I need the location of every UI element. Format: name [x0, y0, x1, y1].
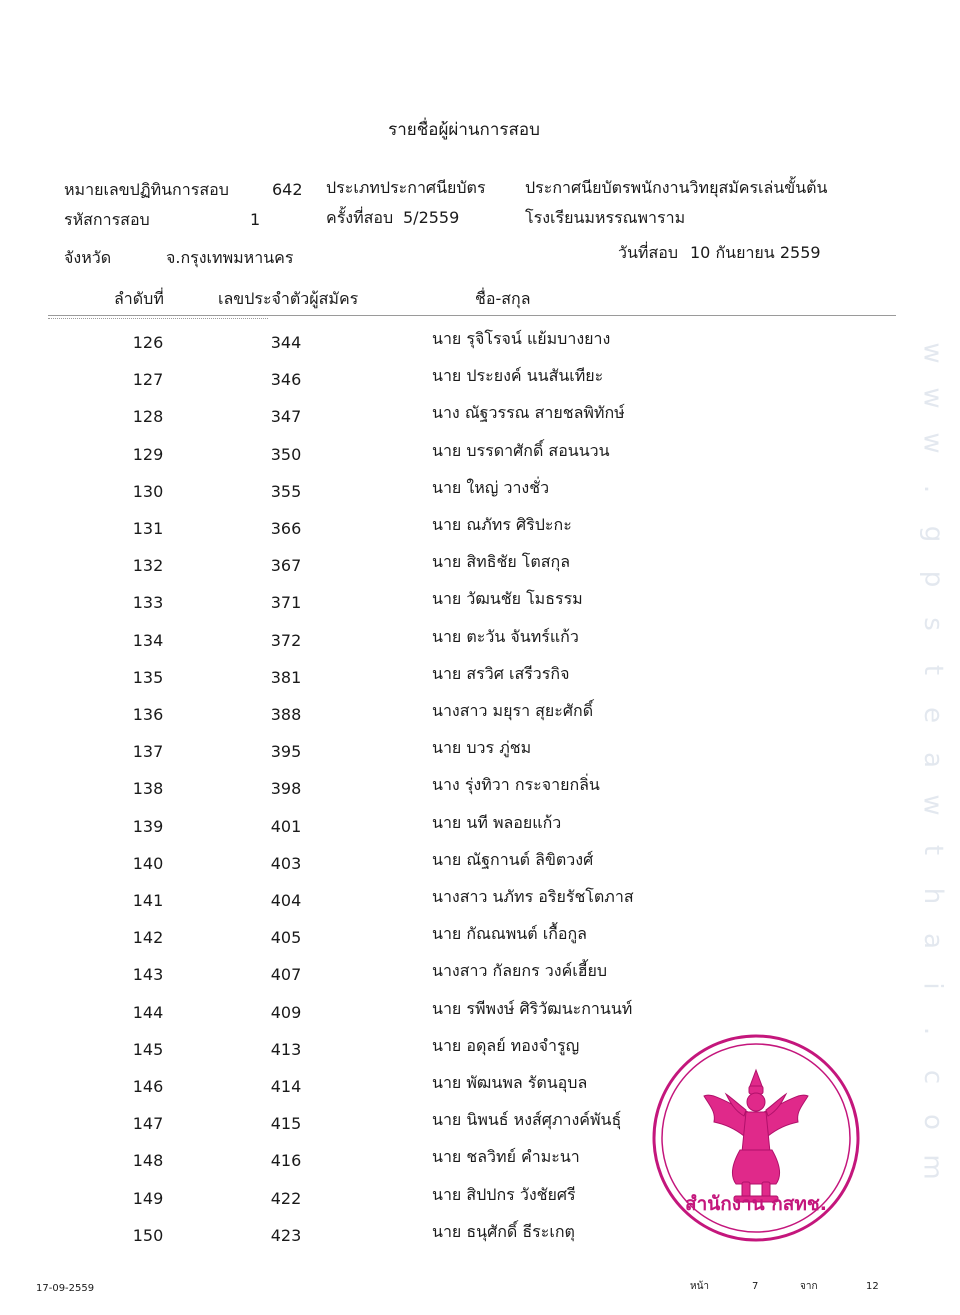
row-seq: 130	[132, 481, 164, 501]
watermark-letter: e	[918, 706, 948, 723]
row-seq: 137	[132, 742, 164, 762]
row-applicant-id: 347	[270, 407, 302, 427]
exam-round-label: ครั้งที่สอบ	[326, 208, 394, 227]
table-row	[0, 849, 960, 876]
exam-round-value: 5/2559	[403, 208, 460, 227]
total-pages: 12	[866, 1281, 879, 1292]
row-name: นาย สิทธิชัย โตสกุล	[432, 552, 571, 572]
row-name: นาย ใหญ่ วางชั่ว	[432, 477, 550, 497]
table-row	[0, 701, 960, 727]
watermark-letter: t	[917, 845, 948, 856]
row-seq: 143	[132, 965, 164, 985]
province-value: จ.กรุงเทพมหานคร	[166, 248, 294, 267]
row-applicant-id: 355	[270, 481, 302, 501]
watermark-letter: h	[917, 887, 948, 904]
row-applicant-id: 388	[270, 705, 302, 724]
table-row	[0, 589, 960, 615]
row-applicant-id: 404	[270, 891, 302, 910]
watermark-letter: .	[917, 1027, 948, 1036]
exam-date-value: 10 กันยายน 2559	[690, 243, 821, 262]
row-name: นาย อดุลย์ ทองจำรูญ	[432, 1035, 580, 1055]
print-date: 17-09-2559	[36, 1283, 95, 1294]
watermark-letter: w	[917, 432, 948, 455]
table-row	[0, 887, 960, 913]
column-header-seq: ลำดับที่	[114, 289, 164, 308]
row-seq: 142	[132, 928, 164, 948]
table-row	[0, 440, 960, 467]
row-name: นาย นที พลอยแก้ว	[432, 812, 562, 832]
watermark-letter: t	[917, 664, 948, 675]
row-applicant-id: 344	[270, 333, 302, 352]
row-seq: 127	[132, 370, 164, 390]
exam-venue: โรงเรียนมหรรณพาราม	[525, 208, 686, 227]
table-row	[0, 366, 960, 392]
exam-date-label: วันที่สอบ	[618, 243, 678, 262]
table-row	[0, 515, 960, 541]
watermark-letter: a	[918, 752, 948, 768]
row-applicant-id: 423	[270, 1225, 302, 1245]
exam-schedule-label: หมายเลขปฏิทินการสอบ	[64, 180, 229, 199]
row-seq: 146	[132, 1077, 164, 1096]
watermark-letter: s	[917, 617, 948, 632]
row-seq: 140	[132, 853, 164, 873]
watermark-letter: i	[917, 982, 948, 990]
row-applicant-id: 416	[270, 1151, 302, 1171]
watermark-letter: w	[917, 387, 948, 409]
row-seq: 141	[132, 891, 164, 910]
row-name: นาย ณภัทร ศิริปะกะ	[432, 515, 572, 534]
table-row	[0, 812, 960, 839]
page-label: หน้า	[690, 1281, 710, 1292]
row-applicant-id: 422	[270, 1188, 302, 1208]
row-seq: 128	[132, 407, 164, 427]
row-name: นาง ณัฐวรรณ สายชลพิทักษ์	[432, 403, 625, 423]
table-row	[0, 924, 960, 950]
table-row	[0, 738, 960, 764]
row-seq: 148	[132, 1151, 164, 1171]
watermark-letter: c	[917, 1069, 948, 1084]
row-name: นาย บวร ภู่ชม	[432, 738, 532, 758]
row-name: นาย พัฒนพล รัตนอุบล	[432, 1073, 588, 1092]
official-stamp	[650, 1032, 862, 1244]
row-applicant-id: 366	[270, 519, 302, 538]
row-applicant-id: 371	[270, 593, 302, 613]
cert-type-label: ประเภทประกาศนียบัตร	[326, 178, 486, 197]
row-seq: 134	[132, 630, 164, 650]
stamp-text: สำนักงาน กสทช.	[684, 1193, 828, 1215]
row-seq: 147	[132, 1114, 164, 1134]
table-row	[0, 998, 960, 1025]
watermark-letter: w	[917, 342, 948, 364]
row-applicant-id: 398	[270, 779, 302, 799]
column-header-name: ชื่อ-สกุล	[475, 289, 531, 308]
of-label: จาก	[800, 1281, 818, 1292]
cert-type-value: ประกาศนียบัตรพนักงานวิทยุสมัครเล่นขั้นต้น	[525, 178, 828, 197]
row-applicant-id: 409	[270, 1002, 302, 1022]
row-name: นางสาว กัลยกร วงค์เฮี้ยบ	[432, 961, 608, 981]
row-seq: 145	[132, 1039, 164, 1059]
row-name: นาย นิพนธ์ หงส์ศุภางค์พันธุ์	[432, 1110, 622, 1130]
watermark-letter: w	[917, 794, 948, 816]
table-row	[0, 329, 960, 355]
row-seq: 132	[132, 556, 164, 576]
table-row	[0, 626, 960, 653]
row-applicant-id: 413	[270, 1039, 302, 1059]
row-applicant-id: 403	[270, 853, 302, 873]
row-applicant-id: 395	[270, 742, 302, 762]
row-applicant-id: 367	[270, 556, 302, 576]
site-watermark	[915, 340, 951, 1180]
table-row	[0, 403, 960, 429]
row-applicant-id: 401	[270, 816, 302, 836]
page-number: 7	[752, 1281, 759, 1292]
row-seq: 129	[132, 444, 164, 464]
row-name: นาย สิปปกร วังชัยศรี	[432, 1184, 576, 1204]
watermark-letter: p	[917, 570, 948, 588]
row-name: นาย ณัฐกานต์ ลิขิตวงศ์	[432, 849, 594, 869]
row-seq: 133	[132, 593, 164, 613]
row-name: นาย รุจิโรจน์ แย้มบางยาง	[432, 329, 611, 348]
row-name: นาง รุ่งทิวา กระจายกลิ่น	[432, 775, 600, 795]
row-applicant-id: 346	[270, 370, 302, 390]
row-seq: 150	[132, 1225, 164, 1245]
row-applicant-id: 407	[270, 965, 302, 985]
table-row	[0, 663, 960, 690]
table-row	[0, 775, 960, 801]
row-name: นาย วัฒนชัย โมธรรม	[432, 589, 583, 609]
row-applicant-id: 414	[270, 1077, 302, 1096]
row-name: นาย ชลวิทย์ คำมะนา	[432, 1147, 580, 1167]
page-title: รายชื่อผู้ผ่านการสอบ	[388, 120, 540, 140]
row-seq: 136	[132, 705, 164, 724]
garuda-emblem-icon	[704, 1070, 808, 1202]
table-row	[0, 552, 960, 578]
row-name: นาย ธนุศักดิ์ ธีระเกตุ	[432, 1221, 575, 1241]
row-name: นาย บรรดาศักดิ์ สอนนวน	[432, 440, 610, 460]
row-applicant-id: 350	[270, 444, 302, 464]
row-seq: 131	[132, 519, 164, 538]
row-name: นาย สรวิศ เสรีวรกิจ	[432, 663, 570, 683]
row-name: นางสาว นภัทร อริยรัชโตภาส	[432, 887, 634, 906]
row-name: นาย รพีพงษ์ ศิริวัฒนะกานนท์	[432, 998, 633, 1018]
table-row	[0, 961, 960, 990]
watermark-letter: o	[917, 1113, 948, 1130]
watermark-letter: a	[918, 932, 948, 949]
row-seq: 135	[132, 667, 164, 687]
watermark-letter: .	[917, 484, 948, 493]
row-applicant-id: 415	[270, 1114, 302, 1134]
row-applicant-id: 405	[270, 928, 302, 948]
exam-schedule-value: 642	[272, 180, 303, 199]
row-applicant-id: 372	[270, 630, 302, 650]
row-name: นางสาว มยุรา สุยะศักดิ์	[432, 701, 594, 720]
row-seq: 139	[132, 816, 164, 836]
row-seq: 144	[132, 1002, 164, 1022]
table-row	[0, 477, 960, 504]
row-seq: 126	[132, 333, 164, 352]
row-seq: 138	[132, 779, 164, 799]
row-name: นาย ประยงค์ นนสันเทียะ	[432, 366, 604, 386]
row-name: นาย ตะวัน จันทร์แก้ว	[432, 626, 579, 646]
row-applicant-id: 381	[270, 667, 302, 687]
province-label: จังหวัด	[64, 248, 112, 267]
row-seq: 149	[132, 1188, 164, 1208]
watermark-letter: g	[917, 525, 948, 543]
column-header-applicant-id: เลขประจำตัวผู้สมัคร	[218, 289, 359, 308]
row-name: นาย กัณณพนต์ เกื้อกูล	[432, 924, 587, 944]
exam-code-label: รหัสการสอบ	[64, 210, 150, 229]
exam-code-value: 1	[250, 210, 261, 229]
watermark-letter: m	[917, 1154, 948, 1180]
